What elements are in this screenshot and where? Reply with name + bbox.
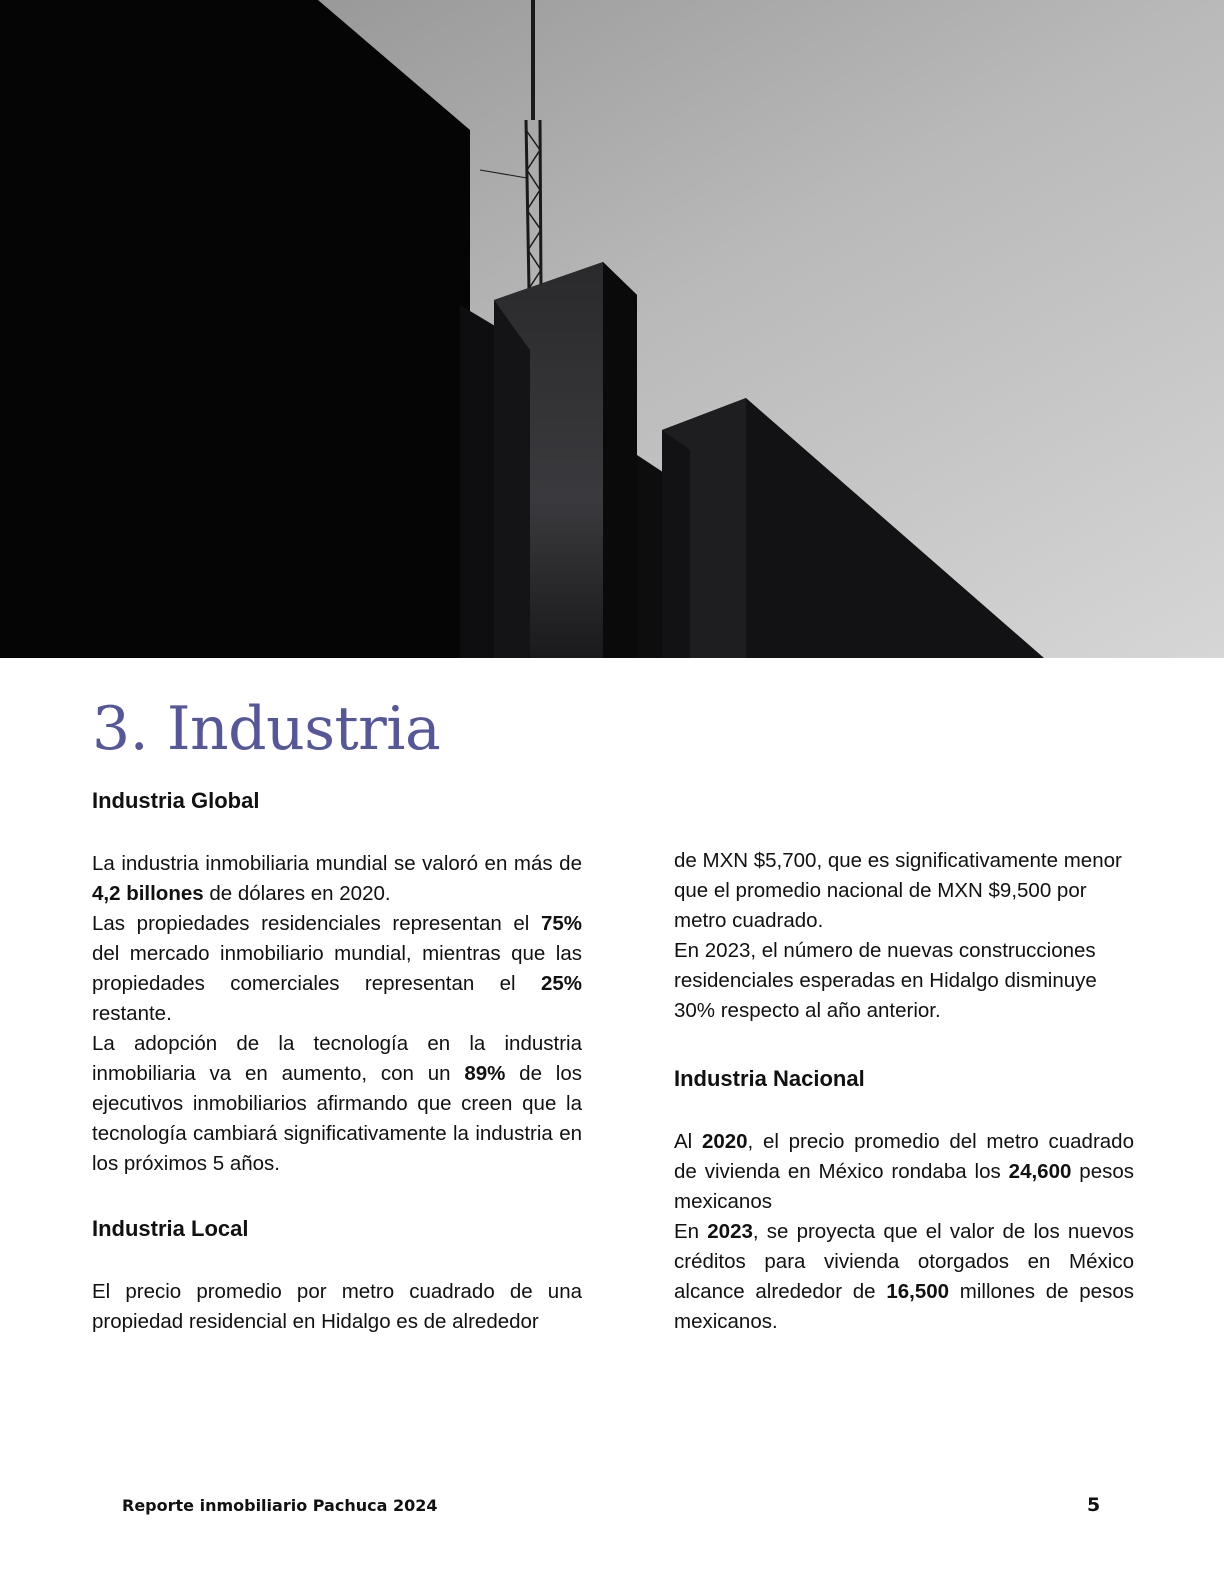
page-number: 5: [1087, 1494, 1101, 1516]
hero-image: [0, 0, 1224, 658]
page-title: 3. Industria: [92, 694, 441, 764]
paragraph: de MXN $5,700, que es significativamente menor que el promedio nacional de MXN $9,500 por metro cuadrado.: [674, 849, 1122, 932]
paragraph: Las propiedades residenciales representan el 75% del mercado inmobiliario mundial, mientras que las propiedades comerciales representan el 25% restante.: [92, 912, 582, 1025]
section-heading-local: Industria Local: [92, 1216, 249, 1241]
building-silhouette-photo: [0, 0, 1224, 658]
paragraph: El precio promedio por metro cuadrado de una propiedad residencial en Hidalgo es de alrededor: [92, 1280, 582, 1333]
footer-report-title: Reporte inmobiliario Pachuca 2024: [122, 1496, 438, 1515]
section-heading-nacional: Industria Nacional: [674, 1066, 865, 1091]
section-heading-global: Industria Global: [92, 788, 260, 813]
paragraph: Al 2020, el precio promedio del metro cuadrado de vivienda en México rondaba los 24,600 pesos mexicanos: [674, 1130, 1134, 1213]
paragraph: En 2023, el número de nuevas construcciones residenciales esperadas en Hidalgo disminuye 30% respecto al año anterior.: [674, 939, 1097, 1022]
left-column: [92, 786, 582, 1337]
paragraph: La adopción de la tecnología en la industria inmobiliaria va en aumento, con un 89% de los ejecutivos inmobiliarios afirmando que creen que la tecnología cambiará significativamente la industria en los próximos 5 años.: [92, 1032, 582, 1175]
paragraph: La industria inmobiliaria mundial se valoró en más de 4,2 billones de dólares en 2020.: [92, 852, 582, 905]
right-column: [674, 846, 1134, 1337]
paragraph: En 2023, se proyecta que el valor de los nuevos créditos para vivienda otorgados en México alcance alrededor de 16,500 millones de pesos mexicanos.: [674, 1220, 1134, 1333]
